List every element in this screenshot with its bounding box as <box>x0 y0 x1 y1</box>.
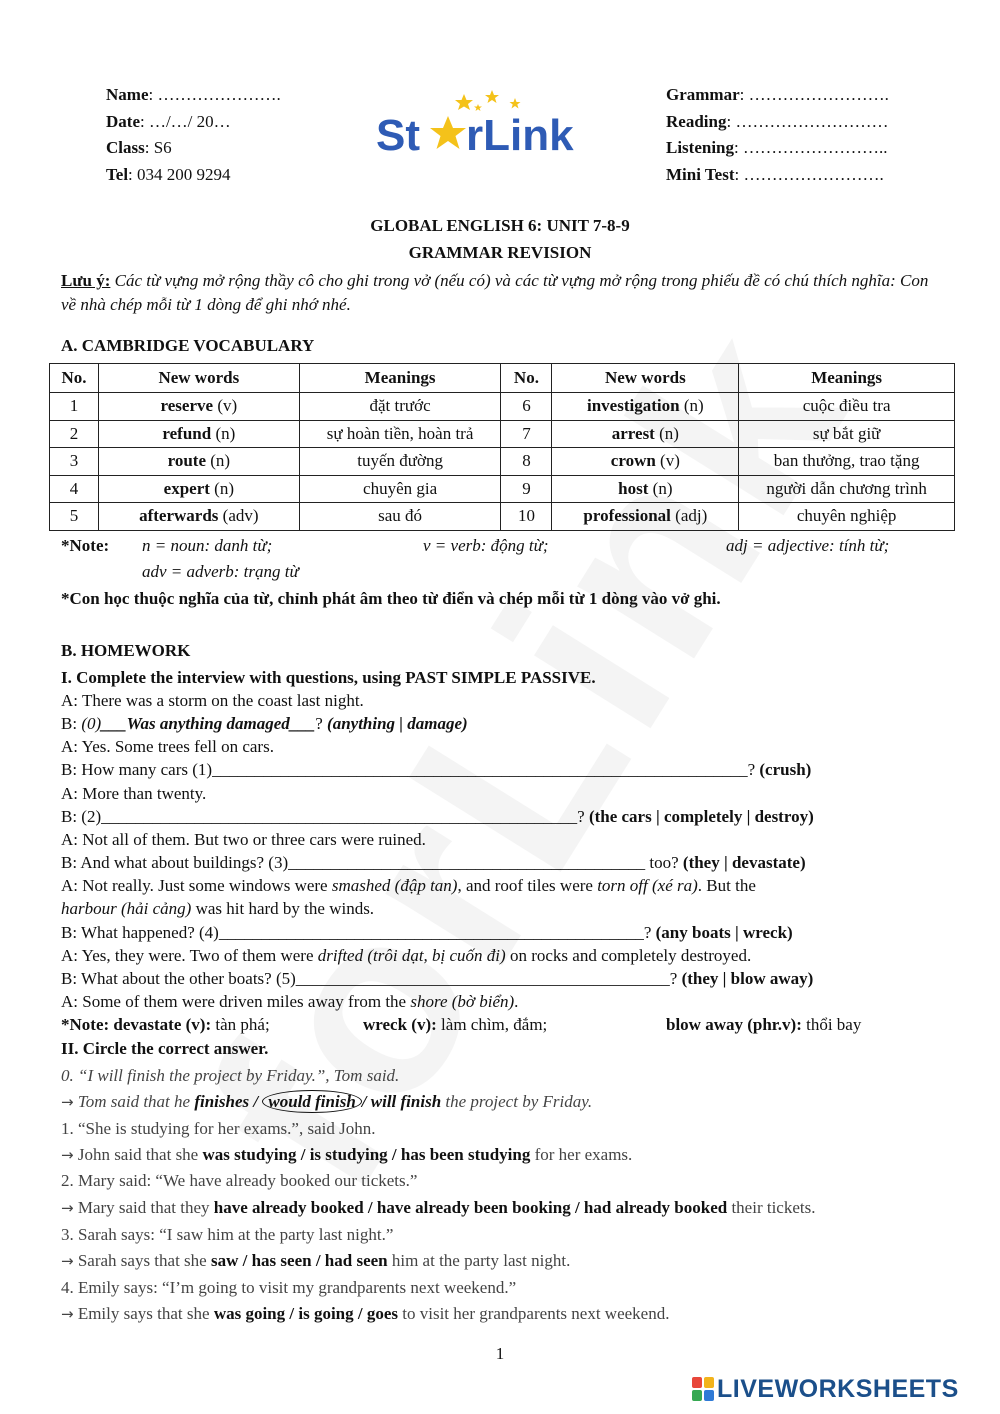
cell-number: 9 <box>501 475 552 503</box>
vocab-note-2: wreck (v): làm chìm, đắm; <box>363 1015 548 1034</box>
cell-word <box>98 503 299 531</box>
answer-options-4[interactable]: was going / is going / goes <box>213 1304 399 1323</box>
sentence-1: 1. “She is studying for her exams.”, said John. <box>61 1119 376 1138</box>
listening-row[interactable]: Listening: …………………….. <box>666 138 888 157</box>
answer-options-2[interactable]: have already booked / have already been booking / had already booked <box>213 1198 728 1217</box>
cell-word <box>552 420 739 448</box>
vocab-note-1: *Note: devastate (v): tàn phá; <box>61 1015 270 1034</box>
icon-tile <box>704 1390 714 1401</box>
grammar-row[interactable]: Grammar: ……………………. <box>666 85 889 104</box>
pos-note: *Note: <box>61 536 110 555</box>
sentence-4: 4. Emily says: “I’m going to visit my grandparents next weekend.” <box>61 1278 517 1297</box>
starlink-logo-graphic <box>374 86 606 162</box>
answer-line-4: → Emily says that she was going / is going / goes to visit her grandparents next weekend. <box>61 1304 670 1323</box>
part-of-speech: (adj) <box>670 506 708 526</box>
table-row <box>50 420 955 448</box>
class-row: Class: S6 <box>106 138 172 157</box>
cell-word <box>552 475 739 503</box>
section-a-heading: A. CAMBRIDGE VOCABULARY <box>61 336 315 355</box>
minitest-row[interactable]: Mini Test: ……………………. <box>666 164 884 184</box>
cell-number: 10 <box>501 503 552 531</box>
col-header: Meanings <box>299 364 501 393</box>
example-answer: → Tom said that he finishes / would finish / will finish the project by Friday. <box>61 1092 593 1111</box>
part-of-speech: (v) <box>655 451 680 471</box>
col-header: New words <box>98 364 299 393</box>
part-of-speech: (n) <box>679 396 704 416</box>
cell-meaning: tuyến đường <box>299 448 501 476</box>
question-1: B: How many cars (1)_______________________________________________________________? (crush) <box>61 760 812 779</box>
answer-blank-1[interactable]: _______________________________________________________________ <box>212 760 748 779</box>
answer-blank-5[interactable]: ____________________________________________ <box>295 969 670 988</box>
note-adverb: adv = adverb: trạng từ <box>142 562 299 581</box>
dialogue-line: A: There was a storm on the coast last night. <box>61 691 364 710</box>
dialogue-line: harbour (hải cảng) was hit hard by the winds. <box>61 899 375 918</box>
liveworksheets-brand[interactable] <box>692 1376 959 1402</box>
cell-meaning: người dẫn chương trình <box>739 475 955 503</box>
star-icon <box>455 94 473 110</box>
part2-heading: II. Circle the correct answer. <box>61 1039 269 1058</box>
table-row <box>50 503 955 531</box>
question-3: B: And what about buildings? (3)__________________________________________ too? (they | devastate) <box>61 853 806 872</box>
table-row <box>50 475 955 503</box>
answer-blank-2[interactable]: ________________________________________________________ <box>101 807 578 826</box>
cell-number: 6 <box>501 393 552 421</box>
dialogue-line: A: Some of them were driven miles away from the shore (bờ biển). <box>61 992 519 1011</box>
cell-word <box>552 448 739 476</box>
part-of-speech: (n) <box>654 423 679 443</box>
answer-line-1: → John said that she was studying / is studying / has been studying for her exams. <box>61 1145 633 1164</box>
cell-meaning: chuyên gia <box>299 475 501 503</box>
study-instruction: *Con học thuộc nghĩa của từ, chỉnh phát âm theo từ điển và chép mỗi từ 1 dòng vào vở ghi. <box>61 589 721 608</box>
vocab-word: host <box>618 478 649 498</box>
dialogue-line: A: Not all of them. But two or three cars were ruined. <box>61 830 426 849</box>
answer-options-3[interactable]: saw / has seen / had seen <box>210 1251 388 1270</box>
vocab-word: afterwards <box>139 506 219 526</box>
part-of-speech: (n) <box>648 478 673 498</box>
cell-meaning: đặt trước <box>299 393 501 421</box>
cell-meaning: sự bắt giữ <box>739 420 955 448</box>
page-number: 1 <box>495 1344 505 1363</box>
col-header: No. <box>501 364 552 393</box>
col-header: New words <box>552 364 739 393</box>
vocab-word: arrest <box>611 423 655 443</box>
cell-meaning: sau đó <box>299 503 501 531</box>
table-row <box>50 448 955 476</box>
cell-meaning: chuyên nghiệp <box>739 503 955 531</box>
circled-answer: would finish <box>262 1090 361 1113</box>
answer-blank-3[interactable]: __________________________________________ <box>288 853 646 872</box>
vocab-word: professional <box>583 506 671 526</box>
part-of-speech: (n) <box>211 423 236 443</box>
part-of-speech: (n) <box>206 451 231 471</box>
icon-tile <box>704 1377 714 1388</box>
part1-heading: I. Complete the interview with questions, using PAST SIMPLE PASSIVE. <box>61 668 596 687</box>
arrow-icon: → <box>61 1305 74 1323</box>
reading-row[interactable]: Reading: ……………………… <box>666 111 889 131</box>
cell-number: 7 <box>501 420 552 448</box>
part-of-speech: (n) <box>209 478 234 498</box>
star-icon <box>474 104 482 111</box>
logo-text-start: St <box>376 111 420 160</box>
star-icon <box>510 98 521 109</box>
tel-row: Tel: 034 200 9294 <box>106 164 231 184</box>
page-subtitle: GRAMMAR REVISION <box>408 243 592 262</box>
intro-note: Lưu ý: Các từ vựng mở rộng thầy cô cho ghi trong vở (nếu có) và các từ vựng mở rộng trong phiếu đề có chú thích nghĩa: Con về nhà chép mỗi từ 1 dòng để ghi nhớ nhé. <box>61 271 929 314</box>
table-row <box>50 393 955 421</box>
arrow-icon: → <box>61 1093 74 1111</box>
answer-line-2: → Mary said that they have already booked / have already been booking / had already booked their tickets. <box>61 1198 816 1217</box>
date-row[interactable]: Date: …/…/ 20… <box>106 111 231 131</box>
answer-line-3: → Sarah says that she saw / has seen / had seen him at the party last night. <box>61 1251 571 1270</box>
name-row[interactable]: Name: …………………. <box>106 85 281 104</box>
icon-tile <box>692 1390 702 1401</box>
liveworksheets-wordmark: LIVEWORKSHEETS <box>717 1374 959 1403</box>
cell-number: 3 <box>50 448 99 476</box>
score-info <box>666 82 889 188</box>
answer-blank-4[interactable]: __________________________________________________ <box>218 923 644 942</box>
cell-number: 2 <box>50 420 99 448</box>
cell-word <box>98 420 299 448</box>
answer-options-1[interactable]: was studying / is studying / has been studying <box>202 1145 531 1164</box>
cell-number: 4 <box>50 475 99 503</box>
question-5: B: What about the other boats? (5)____________________________________________? (they | blow away) <box>61 969 814 988</box>
cell-meaning: cuộc điều tra <box>739 393 955 421</box>
cell-number: 5 <box>50 503 99 531</box>
vocab-word: refund <box>162 423 212 443</box>
col-header: Meanings <box>739 364 955 393</box>
cell-number: 1 <box>50 393 99 421</box>
page-title: GLOBAL ENGLISH 6: UNIT 7-8-9 <box>370 216 630 235</box>
vocabulary-table <box>49 363 955 531</box>
arrow-icon: → <box>61 1252 74 1270</box>
example-question: B: (0)___Was anything damaged___? (anything | damage) <box>61 714 468 733</box>
star-icon <box>485 90 499 103</box>
table-header-row <box>50 364 955 393</box>
vocab-word: investigation <box>587 396 680 416</box>
cell-word <box>552 393 739 421</box>
vocab-word: route <box>167 451 206 471</box>
question-2: B: (2)________________________________________________________? (the cars | completely | destroy) <box>61 807 814 826</box>
dialogue-line: A: Yes. Some trees fell on cars. <box>61 737 274 756</box>
sentence-2: 2. Mary said: “We have already booked our tickets.” <box>61 1171 418 1190</box>
dialogue-line: A: Not really. Just some windows were smashed (đập tan), and roof tiles were torn off (xé ra). But the <box>61 876 756 895</box>
sentence-3: 3. Sarah says: “I saw him at the party last night.” <box>61 1225 394 1244</box>
liveworksheets-icon <box>692 1377 714 1401</box>
example-sentence: 0. “I will finish the project by Friday.”, Tom said. <box>61 1066 400 1085</box>
vocab-note-3: blow away (phr.v): thổi bay <box>666 1015 862 1034</box>
logo-text-end: rLink <box>466 111 574 160</box>
student-info <box>106 82 281 188</box>
cell-meaning: ban thưởng, trao tặng <box>739 448 955 476</box>
note-adjective: adj = adjective: tính từ; <box>726 536 890 555</box>
icon-tile <box>692 1377 702 1388</box>
note-noun: n = noun: danh từ; <box>142 536 273 555</box>
note-verb: v = verb: động từ; <box>423 536 549 555</box>
cell-word <box>98 448 299 476</box>
arrow-icon: → <box>61 1146 74 1164</box>
cell-number: 8 <box>501 448 552 476</box>
vocab-word: crown <box>610 451 656 471</box>
cell-meaning: sự hoàn tiền, hoàn trả <box>299 420 501 448</box>
col-header: No. <box>50 364 99 393</box>
vocab-word: reserve <box>160 396 214 416</box>
arrow-icon: → <box>61 1199 74 1217</box>
logo-star-icon <box>430 116 466 149</box>
vocab-word: expert <box>163 478 210 498</box>
cell-word <box>98 475 299 503</box>
part-of-speech: (adv) <box>218 506 259 526</box>
cell-word <box>552 503 739 531</box>
dialogue-line: A: More than twenty. <box>61 784 207 803</box>
cell-word <box>98 393 299 421</box>
question-4: B: What happened? (4)__________________________________________________? (any boats | wreck) <box>61 923 793 942</box>
part-of-speech: (v) <box>213 396 238 416</box>
section-b-heading: B. HOMEWORK <box>61 641 191 660</box>
starlink-logo <box>374 86 606 162</box>
dialogue-line: A: Yes, they were. Two of them were drifted (trôi dạt, bị cuốn đi) on rocks and completely destroyed. <box>61 946 752 965</box>
